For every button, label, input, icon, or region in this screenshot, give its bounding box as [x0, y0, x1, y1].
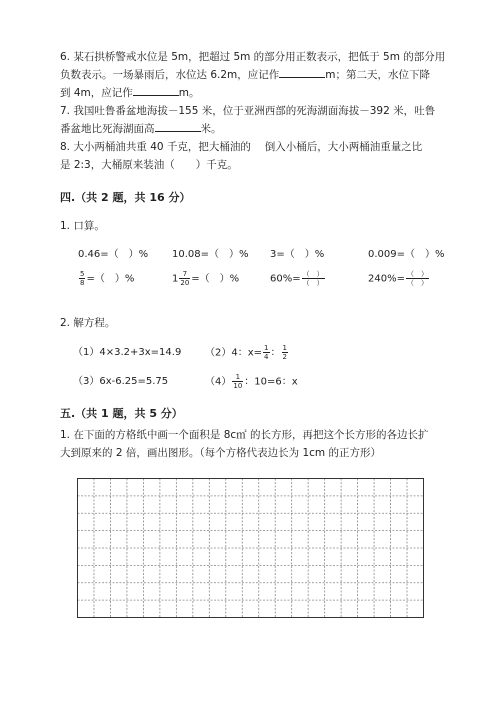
oral-calc-1: 0.46=（ ）%	[78, 249, 149, 260]
q8-line-1: 8. 大小两桶油共重 40 千克，把大桶油的 倒入小桶后，大小两桶油重量之比	[60, 141, 423, 153]
s5-line-1: 1. 在下面的方格纸中画一个面积是 8c㎡ 的长方形，再把这个长方形的各边长扩	[60, 429, 429, 441]
q6-answer-blank-1[interactable]	[279, 77, 325, 78]
oral-calc-7: 60%= $\frac{( )}{( )}$	[270, 270, 324, 287]
fraction-7-20: $\frac{7}{20}$	[180, 270, 190, 287]
fraction-blank-d: $\frac{( )}{( )}$	[406, 270, 428, 287]
q8-line-2: 是 2:3，大桶原来装油（ ）千克。	[60, 159, 238, 171]
q6-text-b: m；第二天，水位下降	[325, 69, 430, 81]
q7-answer-blank[interactable]	[155, 131, 201, 132]
q6-text-a: 负数表示。一场暴雨后，水位达 6.2m，应记作	[60, 69, 280, 81]
q7-text-a: 番盆地比死海湖面高	[60, 123, 155, 135]
q6-text-d: m。	[178, 87, 200, 99]
fraction-1-4: $\frac{1}{4}$	[264, 344, 269, 361]
section-4-sub-2: 2. 解方程。	[60, 317, 116, 329]
oral-calc-8: 240%= $\frac{( )}{( )}$	[368, 270, 428, 287]
q7-line-2	[60, 122, 222, 137]
fraction-5-8: $\frac{5}{8}$	[80, 270, 85, 287]
oral-calc-4: 0.009=（ ）%	[368, 249, 445, 260]
oral-calc-3: 3=（ ）%	[270, 249, 325, 260]
fraction-1-2: $\frac{1}{2}$	[282, 344, 287, 361]
q7-text-b: 米。	[200, 123, 222, 135]
q6-line-3	[60, 86, 199, 101]
equation-4: （4） $\frac{1}{10}$ ：10=6：x	[205, 373, 298, 390]
section-4-sub-1: 1. 口算。	[60, 220, 105, 232]
q6-line-2	[60, 68, 430, 83]
q7-line-1: 7. 我国吐鲁番盆地海拔－155 米，位于亚洲西部的死海湖面海拔－392 米，吐鲁	[60, 105, 436, 117]
section-5-title: 五.（共 1 题，共 5 分）	[60, 407, 183, 420]
grid-svg[interactable]	[77, 478, 424, 618]
oral-calc-6: 1 $\frac{7}{20}$ =（ ）%	[172, 270, 240, 287]
equation-2: （2）4：x= $\frac{1}{4}$ ： $\frac{1}{2}$	[205, 344, 287, 361]
equation-1: （1）4×3.2+3x=14.9	[73, 347, 182, 358]
oral-calc-5: $\frac{5}{8}$ =（ ）%	[80, 270, 135, 287]
fraction-1-10: $\frac{1}{10}$	[233, 373, 243, 390]
s5-line-2: 大到原来的 2 倍，画出图形。（每个方格代表边长为 1cm 的正方形）	[60, 447, 381, 459]
oral-calc-2: 10.08=（ ）%	[172, 249, 249, 260]
equation-3: （3）6x-6.25=5.75	[73, 376, 169, 387]
grid-paper[interactable]	[77, 478, 424, 622]
q6-text-c: 到 4m，应记作	[60, 87, 133, 99]
fraction-blank-c: $\frac{( )}{( )}$	[302, 270, 324, 287]
q6-line-1: 6. 某石拱桥警戒水位是 5m，把超过 5m 的部分用正数表示，把低于 5m 的部分用	[60, 51, 446, 63]
q6-answer-blank-2[interactable]	[133, 95, 179, 96]
section-4-title: 四.（共 2 题，共 16 分）	[60, 191, 191, 204]
